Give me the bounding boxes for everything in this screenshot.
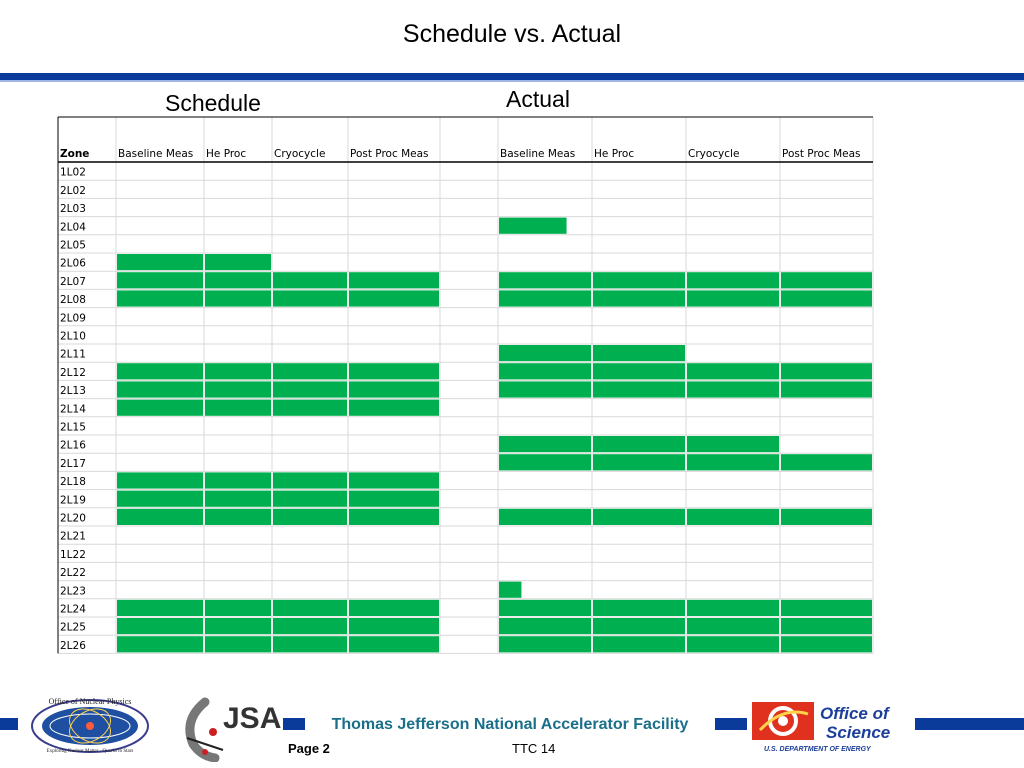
logo-text-top: Office of Nuclear Physics: [48, 697, 132, 706]
actual-bar: [499, 582, 521, 598]
schedule-bar: [349, 290, 439, 306]
schedule-bar: [273, 400, 347, 416]
zone-label: 2L16: [60, 439, 86, 452]
schedule-bar: [349, 272, 439, 288]
schedule-bar: [205, 254, 271, 270]
schedule-bar: [205, 636, 271, 652]
actual-bar: [687, 509, 779, 525]
schedule-bar: [349, 509, 439, 525]
zone-label: 2L20: [60, 512, 86, 525]
schedule-bar: [273, 381, 347, 397]
footer-bar-right: [915, 718, 1024, 730]
actual-bar: [593, 618, 685, 634]
zone-label: 2L09: [60, 312, 86, 325]
actual-bar: [499, 454, 591, 470]
schedule-bar: [349, 381, 439, 397]
zone-header: Zone: [60, 148, 90, 160]
actual-bar: [499, 600, 591, 616]
schedule-bar: [205, 618, 271, 634]
zone-label: 2L17: [60, 457, 86, 470]
zone-label: 2L10: [60, 330, 86, 343]
jsa-logo-text: JSA: [223, 702, 282, 735]
schedule-bar: [117, 618, 203, 634]
footer-org-name: Thomas Jefferson National Accelerator Facility: [331, 716, 689, 733]
doe-logo-line1: Office of: [820, 704, 889, 723]
schedule-bar: [273, 636, 347, 652]
schedule-bar: [273, 363, 347, 379]
actual-bar: [781, 636, 872, 652]
actual-bar: [593, 345, 685, 361]
schedule-bar: [273, 618, 347, 634]
zone-label: 2L12: [60, 366, 86, 379]
schedule-bar: [205, 400, 271, 416]
actual-col-header: Baseline Meas: [500, 148, 576, 160]
zone-label: 2L11: [60, 348, 86, 361]
actual-bar: [499, 345, 591, 361]
actual-col-header: He Proc: [594, 148, 635, 160]
schedule-bar: [117, 636, 203, 652]
actual-bar: [499, 272, 591, 288]
zone-label: 2L07: [60, 275, 86, 288]
actual-bar: [781, 290, 872, 306]
schedule-bar: [349, 472, 439, 488]
schedule-col-header: He Proc: [206, 148, 247, 160]
schedule-bar: [205, 290, 271, 306]
zone-label: 2L24: [60, 603, 86, 616]
actual-bar: [499, 218, 567, 234]
actual-bar: [781, 618, 872, 634]
slide-title: Schedule vs. Actual: [402, 20, 622, 48]
zone-label: 2L22: [60, 567, 86, 580]
schedule-bar: [349, 618, 439, 634]
footer-bar-left: [0, 718, 18, 730]
schedule-bar: [117, 400, 203, 416]
actual-col-header: Cryocycle: [688, 148, 740, 160]
doe-logo-line2: Science: [826, 723, 891, 742]
schedule-bar: [205, 491, 271, 507]
actual-bar: [687, 636, 779, 652]
zone-label: 2L08: [60, 294, 86, 307]
schedule-bar: [117, 254, 203, 270]
schedule-bar: [205, 472, 271, 488]
doe-office-of-science-logo: [750, 700, 914, 756]
schedule-bar: [117, 290, 203, 306]
actual-bar: [499, 509, 591, 525]
zone-label: 2L14: [60, 403, 86, 416]
schedule-bar: [205, 509, 271, 525]
schedule-bar: [349, 363, 439, 379]
actual-bar: [687, 272, 779, 288]
logo-text-bottom: Exploring Nuclear Matter - Quarks to Stars: [46, 749, 134, 754]
zone-label: 2L05: [60, 239, 86, 252]
schedule-bar: [117, 600, 203, 616]
actual-bar: [781, 509, 872, 525]
schedule-col-header: Post Proc Meas: [350, 148, 429, 160]
zone-label: 1L22: [60, 548, 86, 561]
actual-bar: [499, 363, 591, 379]
event-label: TTC 14: [512, 741, 556, 756]
schedule-bar: [273, 272, 347, 288]
schedule-bar: [205, 363, 271, 379]
schedule-bar: [117, 381, 203, 397]
actual-bar: [499, 436, 591, 452]
actual-bar: [687, 436, 779, 452]
schedule-bar: [117, 491, 203, 507]
schedule-bar: [273, 491, 347, 507]
zone-label: 2L26: [60, 639, 86, 652]
zone-label: 2L04: [60, 221, 86, 234]
schedule-col-header: Cryocycle: [274, 148, 326, 160]
actual-bar: [687, 363, 779, 379]
schedule-bar: [273, 290, 347, 306]
actual-bar: [687, 600, 779, 616]
zone-label: 2L02: [60, 184, 86, 197]
actual-bar: [593, 636, 685, 652]
nuclear-physics-logo: [28, 690, 152, 756]
zone-label: 1L02: [60, 166, 86, 179]
actual-bar: [593, 363, 685, 379]
schedule-bar: [205, 600, 271, 616]
actual-bar: [593, 272, 685, 288]
actual-heading: Actual: [506, 86, 570, 112]
actual-bar: [781, 454, 872, 470]
actual-bar: [499, 290, 591, 306]
page-number: Page 2: [288, 741, 330, 756]
zone-label: 2L15: [60, 421, 86, 434]
schedule-bar: [349, 600, 439, 616]
actual-bar: [593, 600, 685, 616]
schedule-bar: [273, 600, 347, 616]
actual-bar: [499, 381, 591, 397]
actual-bar: [593, 290, 685, 306]
actual-bar: [687, 290, 779, 306]
schedule-heading: Schedule: [165, 90, 261, 116]
schedule-col-header: Baseline Meas: [118, 148, 194, 160]
schedule-bar: [205, 272, 271, 288]
zone-label: 2L25: [60, 621, 86, 634]
actual-bar: [781, 272, 872, 288]
actual-bar: [687, 381, 779, 397]
actual-col-header: Post Proc Meas: [782, 148, 861, 160]
actual-bar: [499, 618, 591, 634]
actual-bar: [781, 600, 872, 616]
actual-bar: [593, 436, 685, 452]
doe-logo-line3: U.S. DEPARTMENT OF ENERGY: [764, 746, 871, 753]
schedule-bar: [349, 636, 439, 652]
zone-label: 2L13: [60, 385, 86, 398]
actual-bar: [781, 363, 872, 379]
schedule-bar: [273, 509, 347, 525]
zone-label: 2L19: [60, 494, 86, 507]
schedule-bar: [117, 472, 203, 488]
actual-bar: [593, 381, 685, 397]
actual-bar: [687, 454, 779, 470]
actual-bar: [687, 618, 779, 634]
actual-bar: [593, 509, 685, 525]
schedule-bar: [273, 472, 347, 488]
zone-label: 2L06: [60, 257, 86, 270]
schedule-bar: [349, 400, 439, 416]
actual-bar: [781, 381, 872, 397]
schedule-bar: [117, 509, 203, 525]
zone-label: 2L23: [60, 585, 86, 598]
schedule-bar: [349, 491, 439, 507]
actual-bar: [593, 454, 685, 470]
jsa-logo: [175, 692, 283, 762]
schedule-bar: [117, 363, 203, 379]
zone-label: 2L03: [60, 203, 86, 216]
zone-label: 2L18: [60, 476, 86, 489]
schedule-bar: [205, 381, 271, 397]
schedule-bar: [117, 272, 203, 288]
actual-bar: [499, 636, 591, 652]
zone-label: 2L21: [60, 530, 86, 543]
